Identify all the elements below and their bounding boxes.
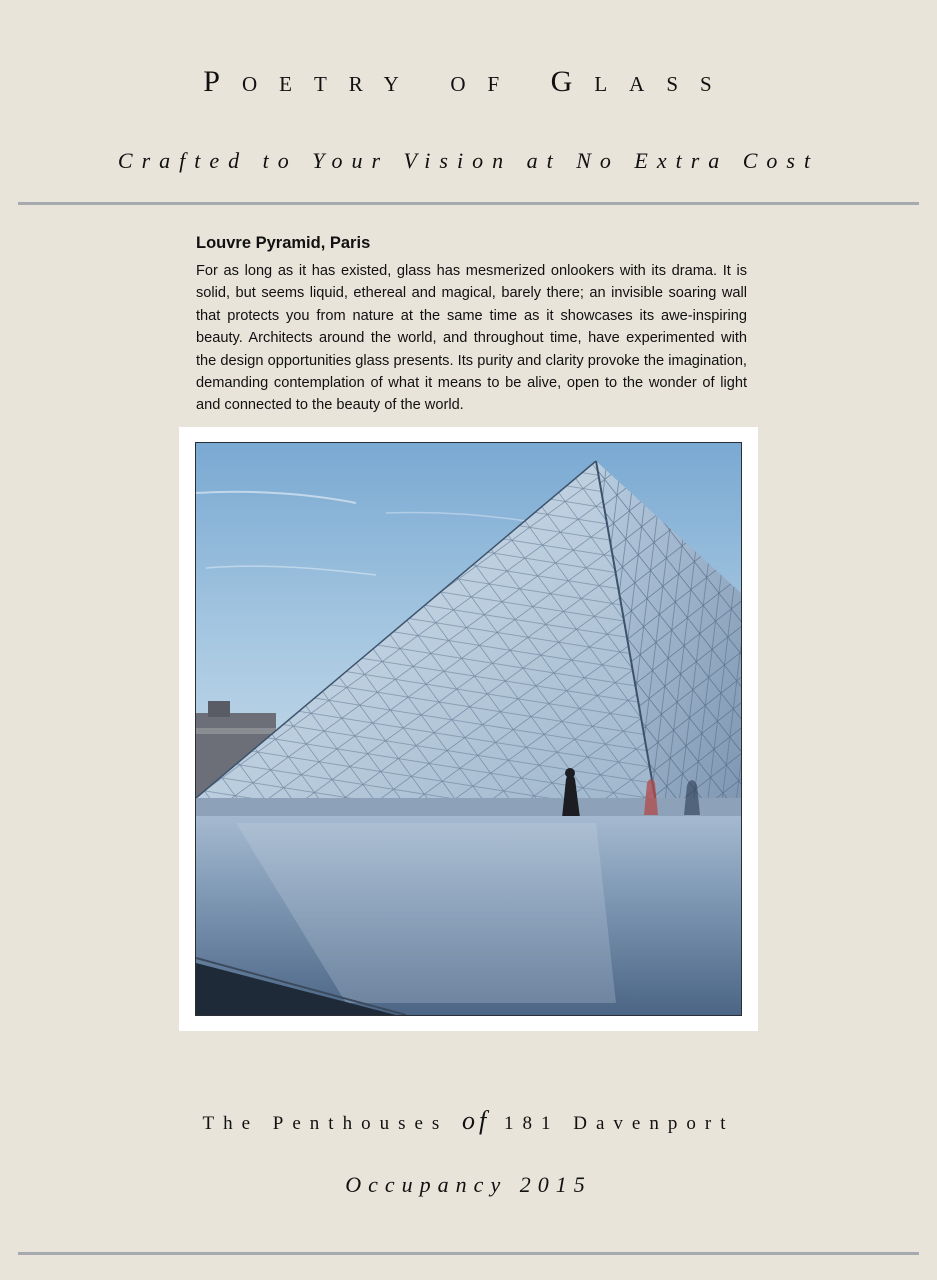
page-title: Poetry of Glass — [203, 65, 734, 98]
bottom-divider — [18, 1252, 919, 1255]
occupancy-date: Occupancy 2015 — [345, 1172, 592, 1197]
project-prefix: The Penthouses — [202, 1113, 449, 1134]
louvre-pyramid-photo — [195, 442, 742, 1016]
project-of: of — [462, 1106, 491, 1135]
article-body: For as long as it has existed, glass has mesmerized onlookers with its drama. It is solid, but seems liquid, ethereal and magical, barely there; an invisible soaring wall that protects you from nature at the same time as it showcases its awe-inspiring beauty. Architects around the world, and throughout time, have experimented with the design opportunities glass presents. Its purity and clarity provoke the imagination, demanding contemplation of what it means to be alive, open to the wonder of light and connected to the beauty of the world. — [196, 263, 747, 414]
project-suffix: 181 Davenport — [504, 1113, 735, 1134]
article — [196, 232, 747, 417]
project-title — [0, 1103, 937, 1142]
page-subtitle: Crafted to Your Vision at No Extra Cost — [117, 148, 820, 173]
article-heading: Louvre Pyramid, Paris — [196, 234, 371, 252]
top-divider — [18, 202, 919, 205]
photo-frame — [179, 427, 758, 1031]
